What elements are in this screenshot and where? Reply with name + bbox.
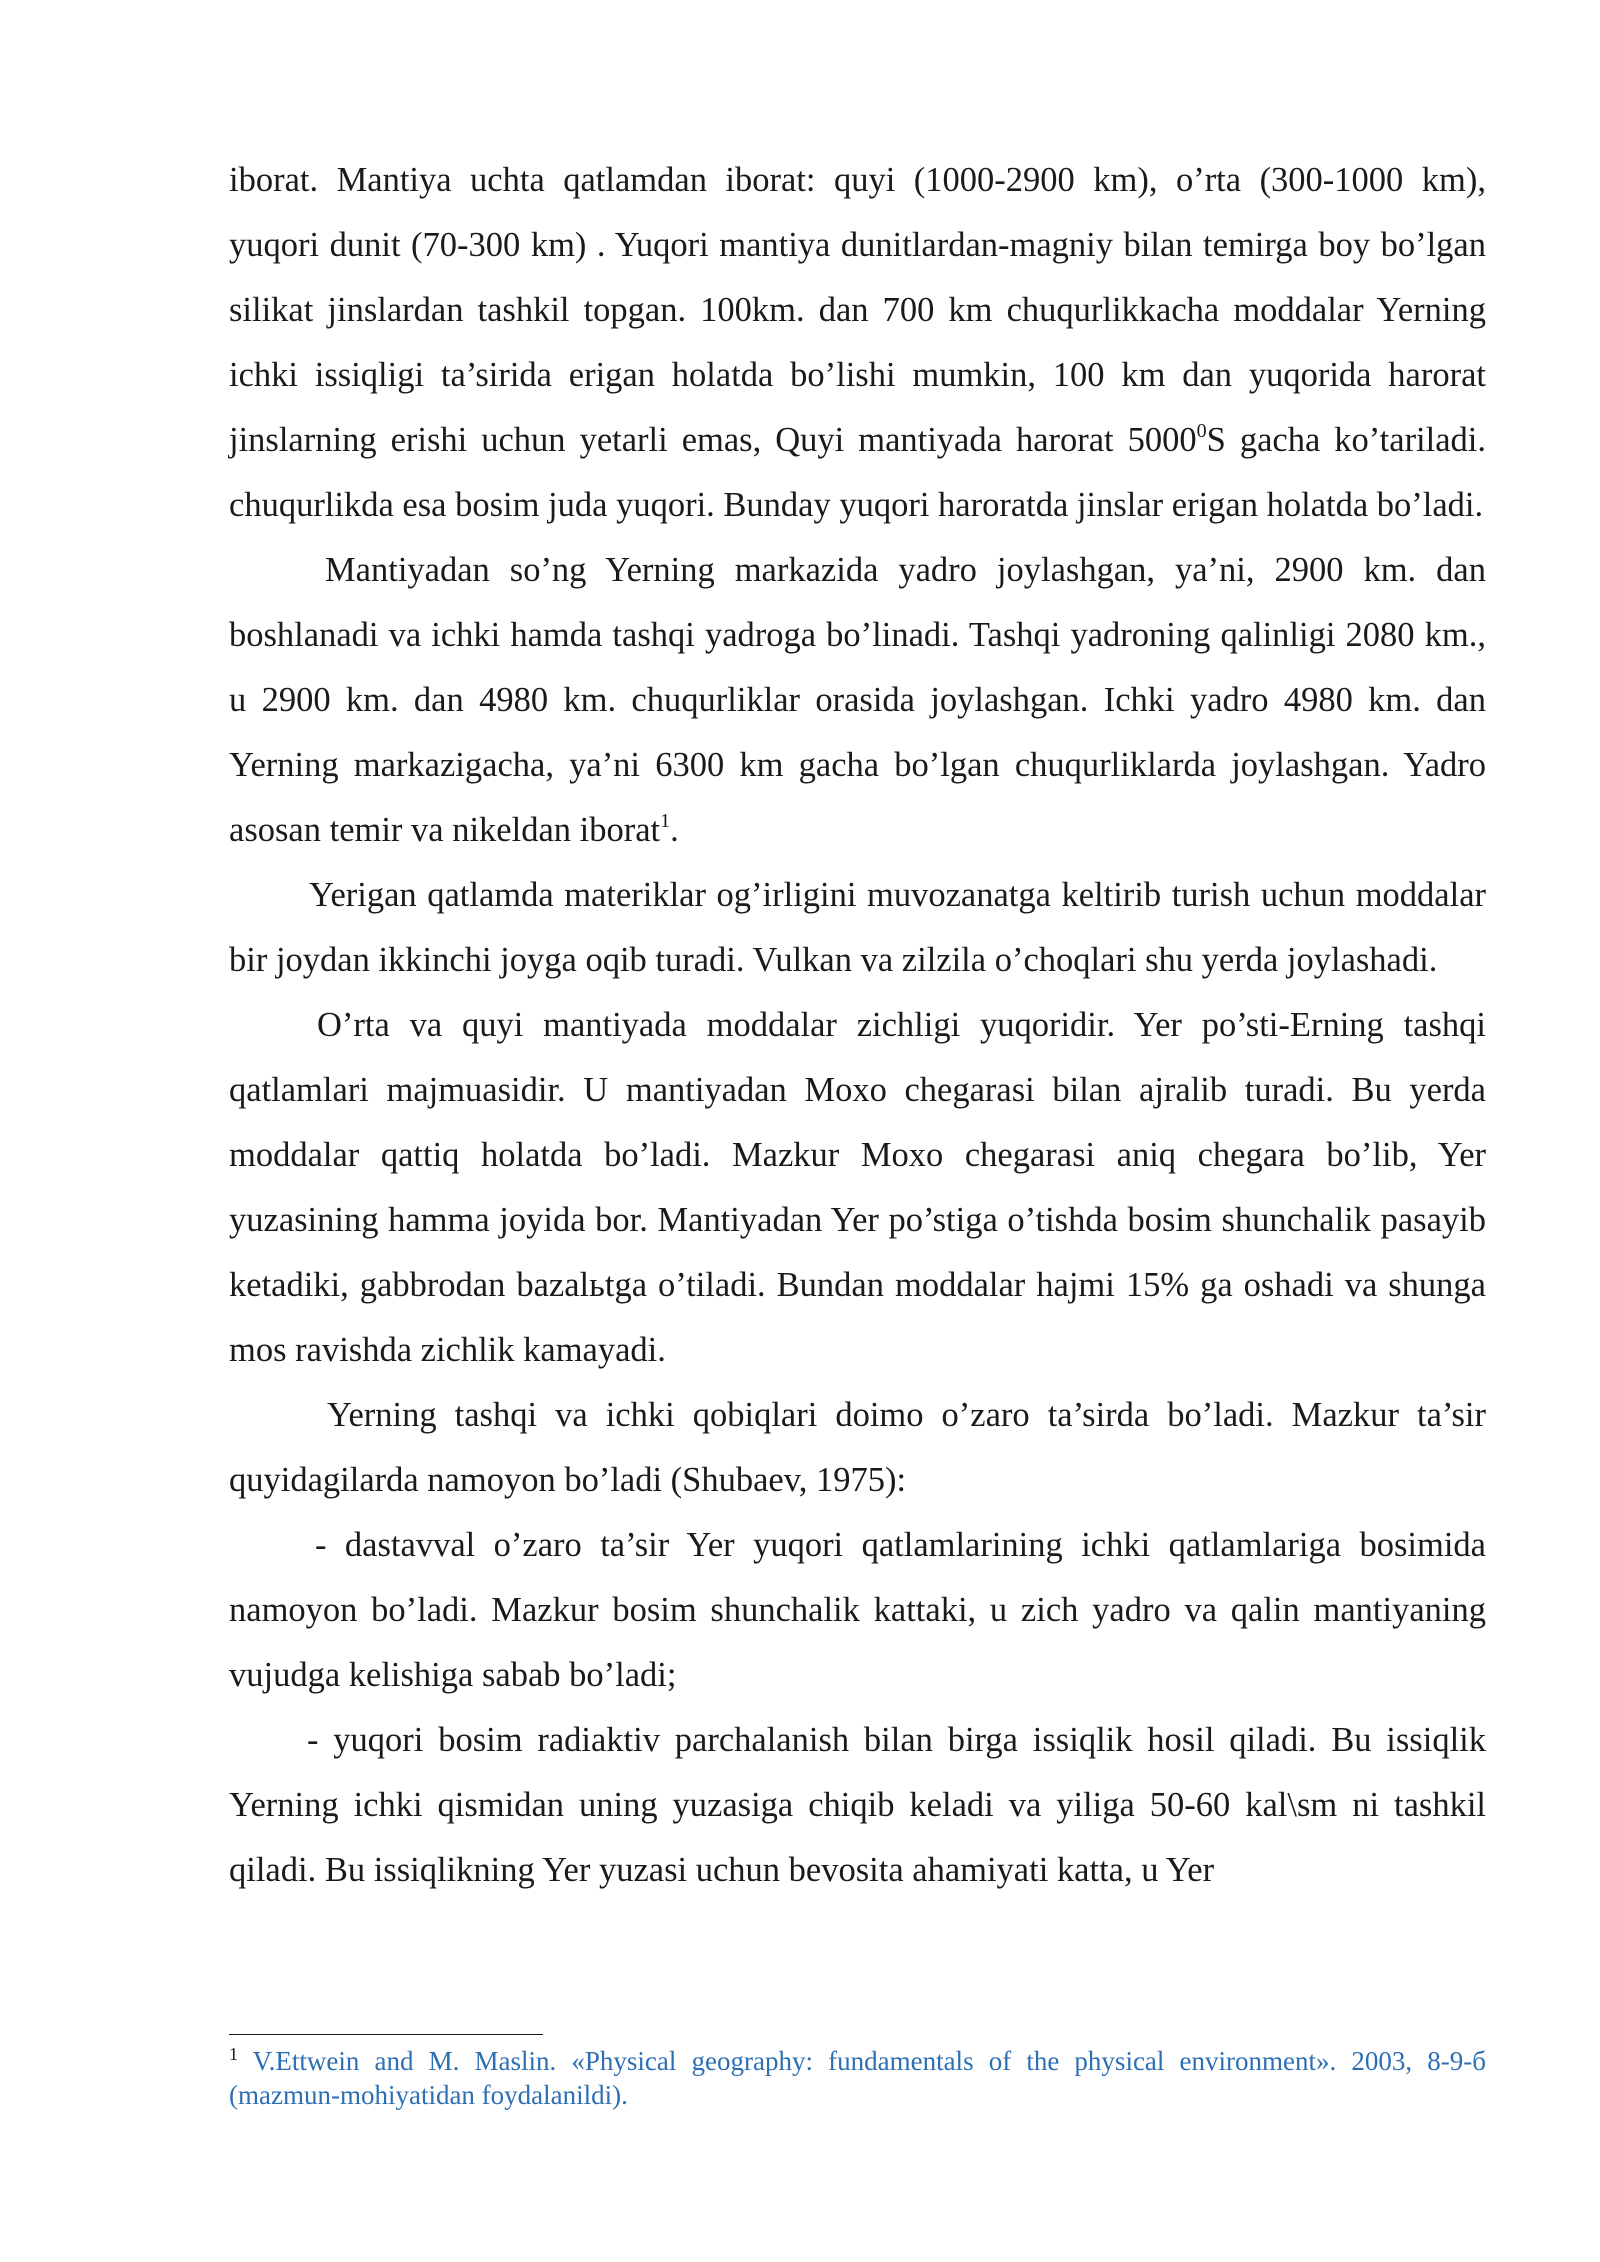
paragraph-4-text: O’rta va quyi mantiyada moddalar zichligi yuqoridir. Yer po’sti-Erning tashqi qatlamlari majmuasidir. U mantiyadan Moxo chegarasi bilan ajralib turadi. Bu yerda moddalar qattiq holatda bo’ladi. Mazkur Moxo chegarasi aniq chegara bo’lib, Yer yuzasining hamma joyida bor. Mantiyadan Yer po’stiga o’tishda bosim shunchalik pasayib ketadiki, gabbrodan bazalьtga o’tiladi. Bundan moddalar hajmi 15% ga oshadi va shunga mos ravishda zichlik kamayadi. [229,1006,1486,1369]
paragraph-1-text: iborat. Mantiya uchta qatlamdan iborat: quyi (1000-2900 km), o’rta (300-1000 km), yuqori dunit (70-300 km) . Yuqori mantiya dunitlardan-magniy bilan temirga boy bo’lgan silikat jinslardan tashkil topgan. 100km. dan 700 km chuqurlikkacha moddalar Yerning ichki issiqligi ta’sirida erigan holatda bo’lishi mumkin, 100 km dan yuqorida harorat jinslarning erishi uchun yetarli emas, Quyi mantiyada harorat 5000 [229,161,1486,459]
paragraph-6-text: - dastavval o’zaro ta’sir Yer yuqori qatlamlarining ichki qatlamlariga bosimida namoyon bo’ladi. Mazkur bosim shunchalik kattaki, u zich yadro va qalin mantiyaning vujudga kelishiga sabab bo’ladi; [229,1526,1486,1694]
footnote-marker: 1 [229,2044,238,2064]
paragraph-6 [229,1513,1486,1708]
paragraph-7 [229,1708,1486,1903]
paragraph-3-text: Yerigan qatlamda materiklar og’irligini muvozanatga keltirib turish uchun moddalar bir joydan ikkinchi joyga oqib turadi. Vulkan va zilzila o’choqlari shu yerda joylashadi. [229,876,1486,979]
paragraph-2-text: Mantiyadan so’ng Yerning markazida yadro joylashgan, ya’ni, 2900 km. dan boshlanadi va ichki hamda tashqi yadroga bo’linadi. Tashqi yadroning qalinligi 2080 km., u 2900 km. dan 4980 km. chuqurliklar orasida joylashgan. Ichki yadro 4980 km. dan Yerning markazigacha, ya’ni 6300 km gacha bo’lgan chuqurliklarda joylashgan. Yadro asosan temir va nikeldan iborat [229,551,1486,849]
paragraph-7-text: - yuqori bosim radiaktiv parchalanish bilan birga issiqlik hosil qiladi. Bu issiqlik Yerning ichki qismidan uning yuzasiga chiqib keladi va yiliga 50-60 kal\sm ni tashkil qiladi. Bu issiqlikning Yer yuzasi uchun bevosita ahamiyati katta, u Yer [229,1721,1486,1889]
body-text [229,148,1486,1903]
footnote-text: V.Ettwein and M. Maslin. «Physical geography: fundamentals of the physical environment». 2003, 8-9-б (mazmun-mohiyatidan foydalanildi). [229,2046,1486,2110]
paragraph-1-text-after: S gacha ko’tariladi. chuqurlikda esa bosim juda yuqori. Bunday yuqori haroratda jinslar erigan holatda bo’ladi. [229,421,1487,524]
paragraph-5-text: Yerning tashqi va ichki qobiqlari doimo o’zaro ta’sirda bo’ladi. Mazkur ta’sir quyidagilarda namoyon bo’ladi (Shubaev, 1975): [229,1396,1486,1499]
paragraph-1 [229,148,1486,538]
footnote [229,2044,1486,2112]
paragraph-2-text-after: . [670,811,679,849]
footnote-separator [229,2034,543,2035]
paragraph-3 [229,863,1486,993]
degree-superscript: 0 [1196,420,1207,442]
paragraph-4 [229,993,1486,1383]
paragraph-5 [229,1383,1486,1513]
footnote-reference[interactable]: 1 [660,810,671,832]
paragraph-2 [229,538,1486,863]
